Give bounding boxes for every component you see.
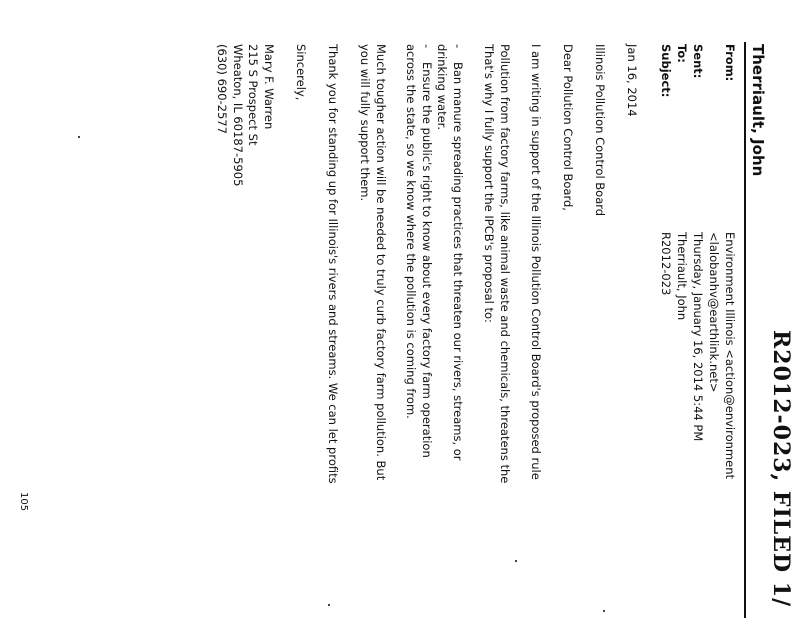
bullet-2-marker: - <box>420 44 434 49</box>
bullet-1-marker: - <box>451 44 465 49</box>
to-label: To: <box>675 44 689 63</box>
paragraph-1-line-1: Pollution from factory farms, like animal waste and chemicals, threatens the <box>498 44 512 484</box>
bullet-2-line-2: across the state, so we know where the pollution is coming from. <box>404 44 418 419</box>
letter-salutation: Dear Pollution Control Board, <box>561 44 575 211</box>
bullet-1-line-1: Ban manure spreading practices that threaten our rivers, streams, or <box>451 62 465 461</box>
closing: Sincerely, <box>294 44 308 101</box>
bullet-2-line-1: Ensure the public's right to know about every factory farm operation <box>420 62 434 458</box>
paragraph-3: Thank you for standing up for Illinois's rivers and streams. We can let profits <box>326 44 340 484</box>
letter-intro: I am writing in support of the Illinois Pollution Control Board's proposed rule <box>529 44 543 480</box>
paragraph-1-line-2: That's why I fully support the IPCB's proposal to: <box>482 44 496 323</box>
filing-stamp: R2012-023, FILED 1/ <box>768 330 794 608</box>
sent-value: Thursday, January 16, 2014 5:44 PM <box>691 232 705 442</box>
from-value-line1: Environment Illinois <action@environment <box>723 232 737 480</box>
from-label: From: <box>723 44 737 82</box>
sent-label: Sent: <box>691 44 705 79</box>
bullet-1-line-2: drinking water. <box>435 44 449 130</box>
subject-value: R2012-023 <box>659 232 673 296</box>
to-value: Therriault, John <box>675 232 689 321</box>
signer-phone: (630) 690-2577 <box>215 44 229 134</box>
page-number: 105 <box>18 492 29 512</box>
scan-speck <box>78 136 80 138</box>
sender-name: Therriault, John <box>749 44 767 177</box>
signer-street: 215 S Prospect St <box>246 44 260 146</box>
subject-label: Subject: <box>659 44 673 98</box>
scan-speck <box>603 610 605 612</box>
paragraph-2-line-2: you will fully support them. <box>358 44 372 202</box>
paragraph-2-line-1: Much tougher action will be needed to truly curb factory farm pollution. But <box>374 44 388 481</box>
signer-city: Wheaton, IL 60187-5905 <box>231 44 245 187</box>
scan-speck <box>515 560 517 562</box>
scan-speck <box>328 604 330 606</box>
from-value-line2: <lalobanhv@earthlink.net> <box>707 232 721 393</box>
header-rule <box>744 42 746 618</box>
letter-recipient: Illinois Pollution Control Board <box>593 44 607 217</box>
signer-name: Mary F. Warren <box>262 44 276 130</box>
letter-date: Jan 16, 2014 <box>625 44 639 117</box>
